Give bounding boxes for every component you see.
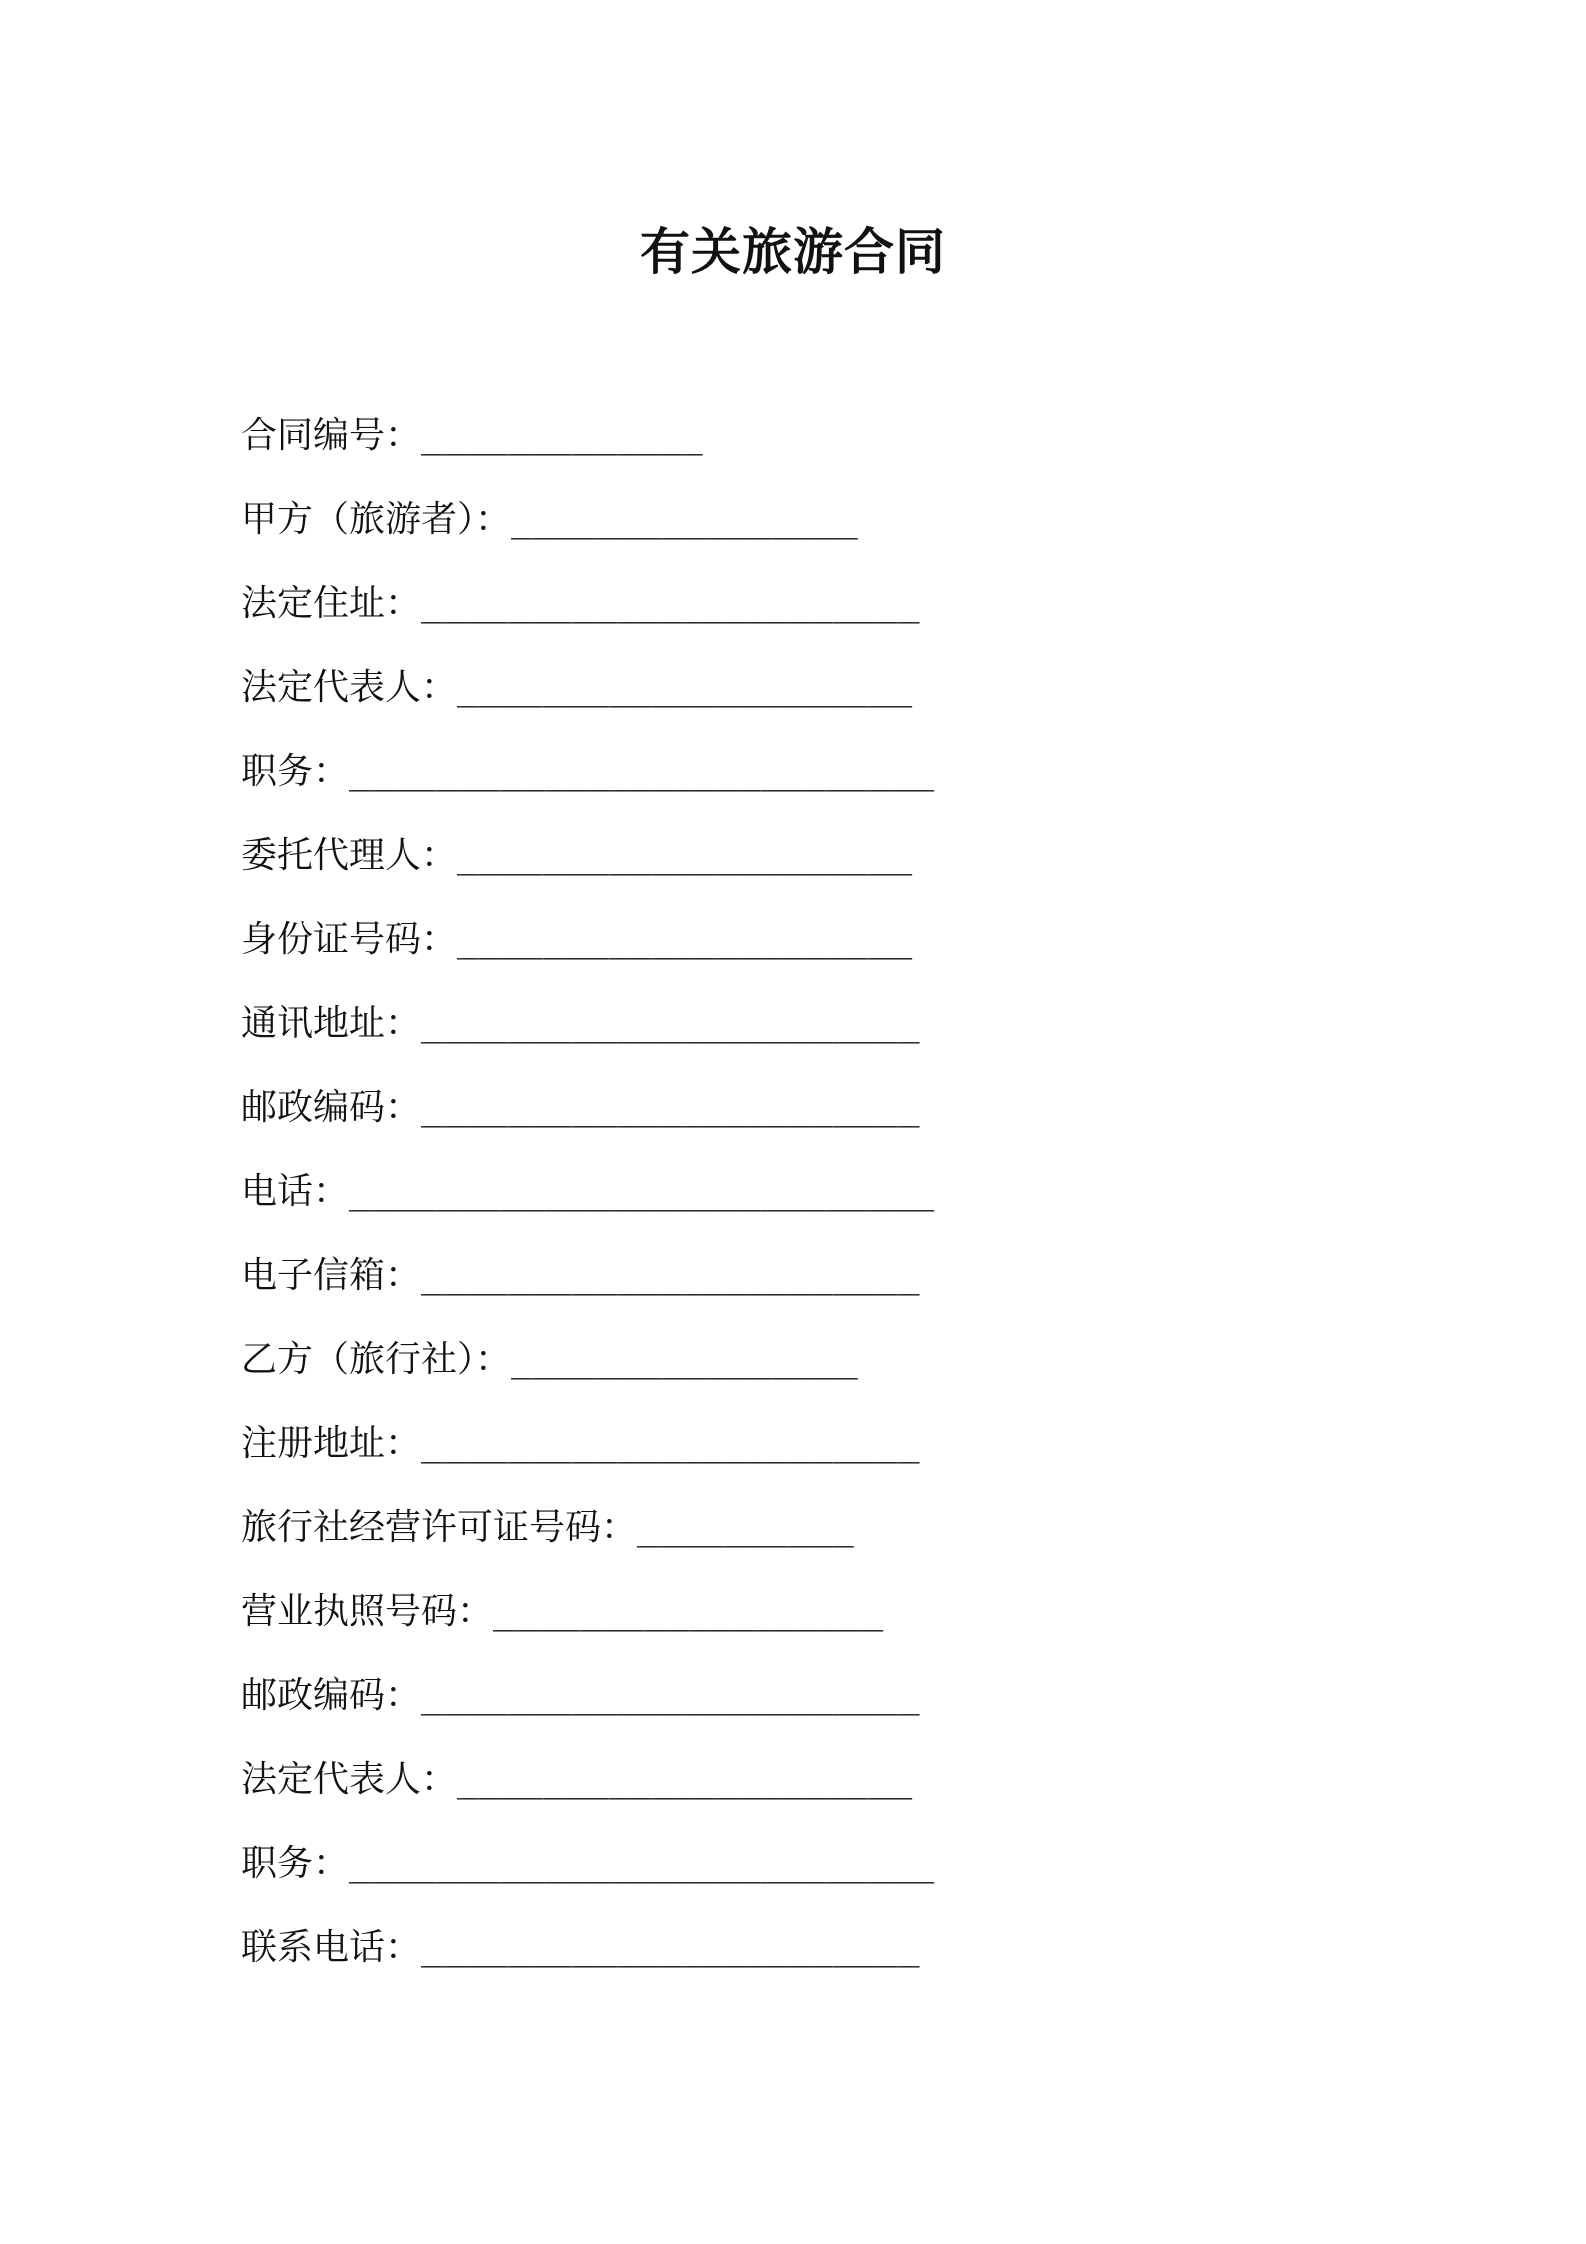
field-label: 法定代表人： [241, 1759, 458, 1800]
fill-in-blank: __________ [637, 1507, 854, 1548]
fill-in-blank: _______________________ [421, 1255, 920, 1296]
field-label: 法定住址： [241, 583, 422, 624]
field-row-legal-representative-b [241, 1752, 1341, 1836]
fill-in-blank: _____________________ [457, 667, 913, 708]
fill-in-blank: _____________________ [457, 1759, 913, 1800]
field-row-postal-code-b [241, 1668, 1341, 1752]
fill-in-blank: _______________________ [421, 1003, 920, 1044]
field-label: 职务： [241, 751, 350, 792]
document-title: 有关旅游合同 [640, 223, 946, 281]
field-label: 营业执照号码： [241, 1591, 494, 1632]
fill-in-blank: ________________ [511, 1339, 858, 1380]
fill-in-blank: _______________________ [421, 1927, 920, 1968]
field-label: 电话： [241, 1171, 350, 1212]
field-row-postal-code-a [241, 1080, 1341, 1164]
field-row-business-license-number [241, 1584, 1341, 1668]
field-label: 联系电话： [241, 1927, 422, 1968]
fill-in-blank: ___________________________ [349, 1843, 935, 1884]
field-row-phone [241, 1164, 1341, 1248]
fill-in-blank: _______________________ [421, 1087, 920, 1128]
field-row-position-a [241, 744, 1341, 828]
field-label: 邮政编码： [241, 1087, 422, 1128]
field-label: 合同编号： [241, 415, 422, 456]
fill-in-blank: ___________________________ [349, 1171, 935, 1212]
fill-in-blank: _____________________ [457, 919, 913, 960]
field-label: 甲方（旅游者）： [241, 499, 512, 540]
field-row-contract-number [241, 408, 1341, 492]
field-row-registered-address [241, 1416, 1341, 1500]
field-label: 电子信箱： [241, 1255, 422, 1296]
field-row-agency-license-number [241, 1500, 1341, 1584]
field-label: 注册地址： [241, 1423, 422, 1464]
field-row-email [241, 1248, 1341, 1332]
fill-in-blank: ___________________________ [349, 751, 935, 792]
field-row-id-number [241, 912, 1341, 996]
field-row-party-a [241, 492, 1341, 576]
field-row-party-b [241, 1332, 1341, 1416]
field-row-legal-representative-a [241, 660, 1341, 744]
fill-in-blank: ________________ [511, 499, 858, 540]
contract-fields [241, 408, 1341, 2004]
field-row-legal-address [241, 576, 1341, 660]
field-row-mailing-address [241, 996, 1341, 1080]
fill-in-blank: _______________________ [421, 583, 920, 624]
field-label: 法定代表人： [241, 667, 458, 708]
field-row-contact-phone [241, 1920, 1341, 2004]
field-label: 旅行社经营许可证号码： [241, 1507, 638, 1548]
field-label: 身份证号码： [241, 919, 458, 960]
fill-in-blank: _______________________ [421, 1675, 920, 1716]
field-row-authorized-agent [241, 828, 1341, 912]
field-label: 乙方（旅行社）： [241, 1339, 512, 1380]
field-label: 通讯地址： [241, 1003, 422, 1044]
fill-in-blank: _____________________ [457, 835, 913, 876]
field-label: 邮政编码： [241, 1675, 422, 1716]
fill-in-blank: _____________ [421, 415, 703, 456]
field-row-position-b [241, 1836, 1341, 1920]
fill-in-blank: _______________________ [421, 1423, 920, 1464]
field-label: 职务： [241, 1843, 350, 1884]
fill-in-blank: __________________ [493, 1591, 884, 1632]
field-label: 委托代理人： [241, 835, 458, 876]
